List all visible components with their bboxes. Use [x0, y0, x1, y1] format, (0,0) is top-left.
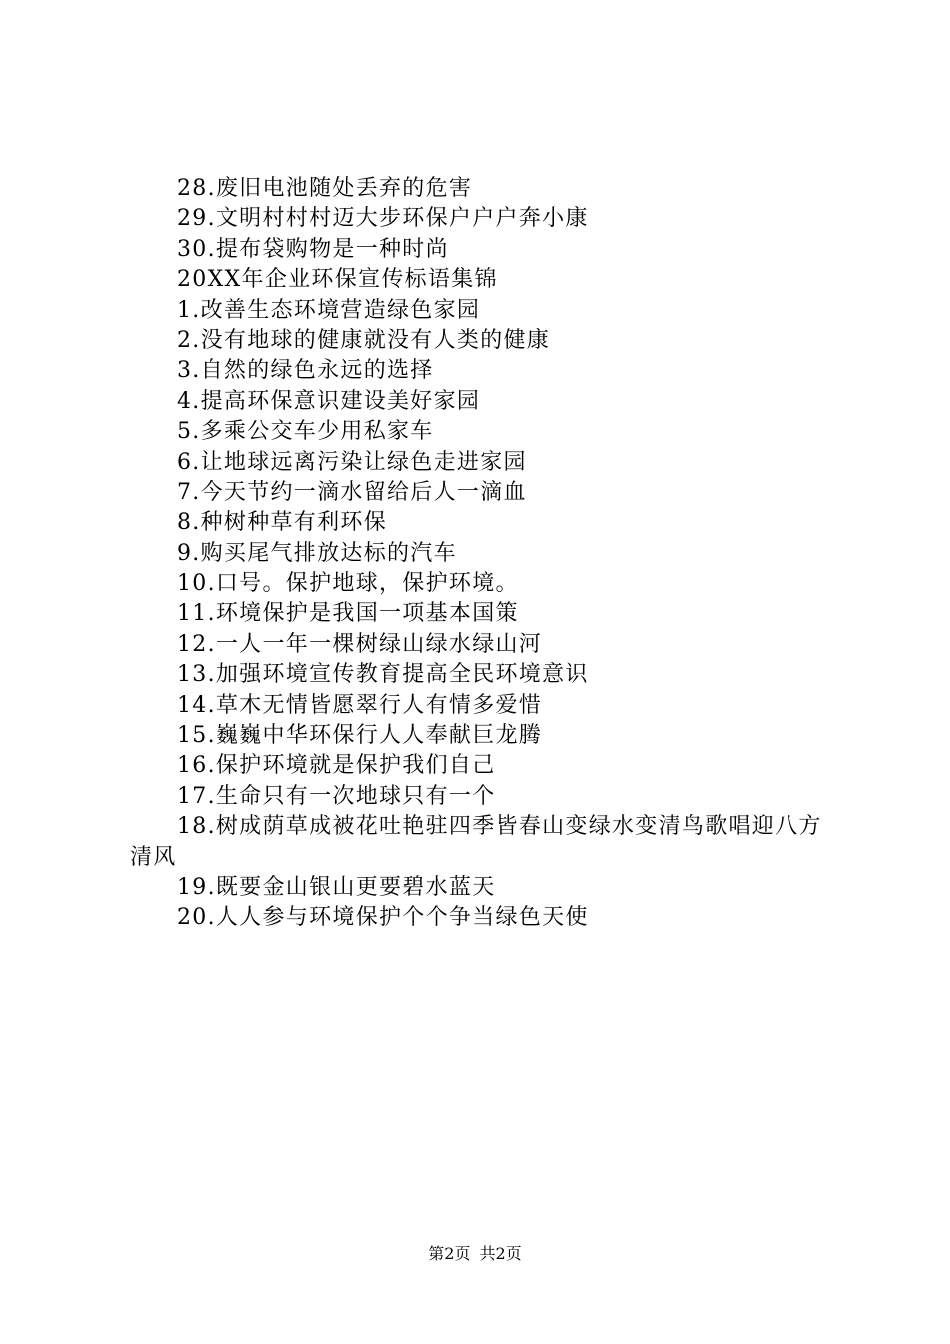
text-line: 19.既要金山银山更要碧水蓝天: [177, 875, 496, 901]
page-number: 第2页: [428, 1244, 471, 1263]
text-line: 6.让地球远离污染让绿色走进家园: [177, 449, 527, 475]
text-line: 13.加强环境宣传教育提高全民环境意识: [177, 662, 589, 688]
text-line: 30.提布袋购物是一种时尚: [177, 236, 449, 262]
text-line: 8.种树种草有利环保: [177, 510, 387, 536]
text-line-wrapped: 18.树成荫草成被花吐艳驻四季皆春山变绿水变清鸟歌唱迎八方清风: [130, 814, 822, 870]
text-line: 10.口号。保护地球，保护环境。: [177, 571, 519, 597]
text-line: 20.人人参与环境保护个个争当绿色天使: [177, 905, 589, 931]
text-line: 1.改善生态环境营造绿色家园: [177, 297, 481, 323]
text-line: 3.自然的绿色永远的选择: [177, 358, 434, 384]
text-line: 4.提高环保意识建设美好家园: [177, 388, 481, 414]
text-line: 15.巍巍中华环保行人人奉献巨龙腾: [177, 723, 543, 749]
text-line: 9.购买尾气排放达标的汽车: [177, 540, 457, 566]
page-total: 共2页: [479, 1244, 522, 1263]
text-line: 12.一人一年一棵树绿山绿水绿山河: [177, 631, 543, 657]
text-line: 16.保护环境就是保护我们自己: [177, 753, 496, 779]
page-footer: [0, 1244, 950, 1264]
text-line: 7.今天节约一滴水留给后人一滴血: [177, 479, 527, 505]
section-heading: 20XX年企业环保宣传标语集锦: [177, 267, 498, 293]
text-line: 11.环境保护是我国一项基本国策: [177, 601, 519, 627]
text-line: 29.文明村村村迈大步环保户户户奔小康: [177, 206, 589, 232]
text-line: 17.生命只有一次地球只有一个: [177, 783, 496, 809]
text-line: 5.多乘公交车少用私家车: [177, 419, 434, 445]
text-line: 14.草木无情皆愿翠行人有情多爱惜: [177, 692, 543, 718]
text-line: 28.废旧电池随处丢弃的危害: [177, 176, 473, 201]
document-body: [130, 174, 830, 934]
text-line: 2.没有地球的健康就没有人类的健康: [177, 327, 551, 353]
